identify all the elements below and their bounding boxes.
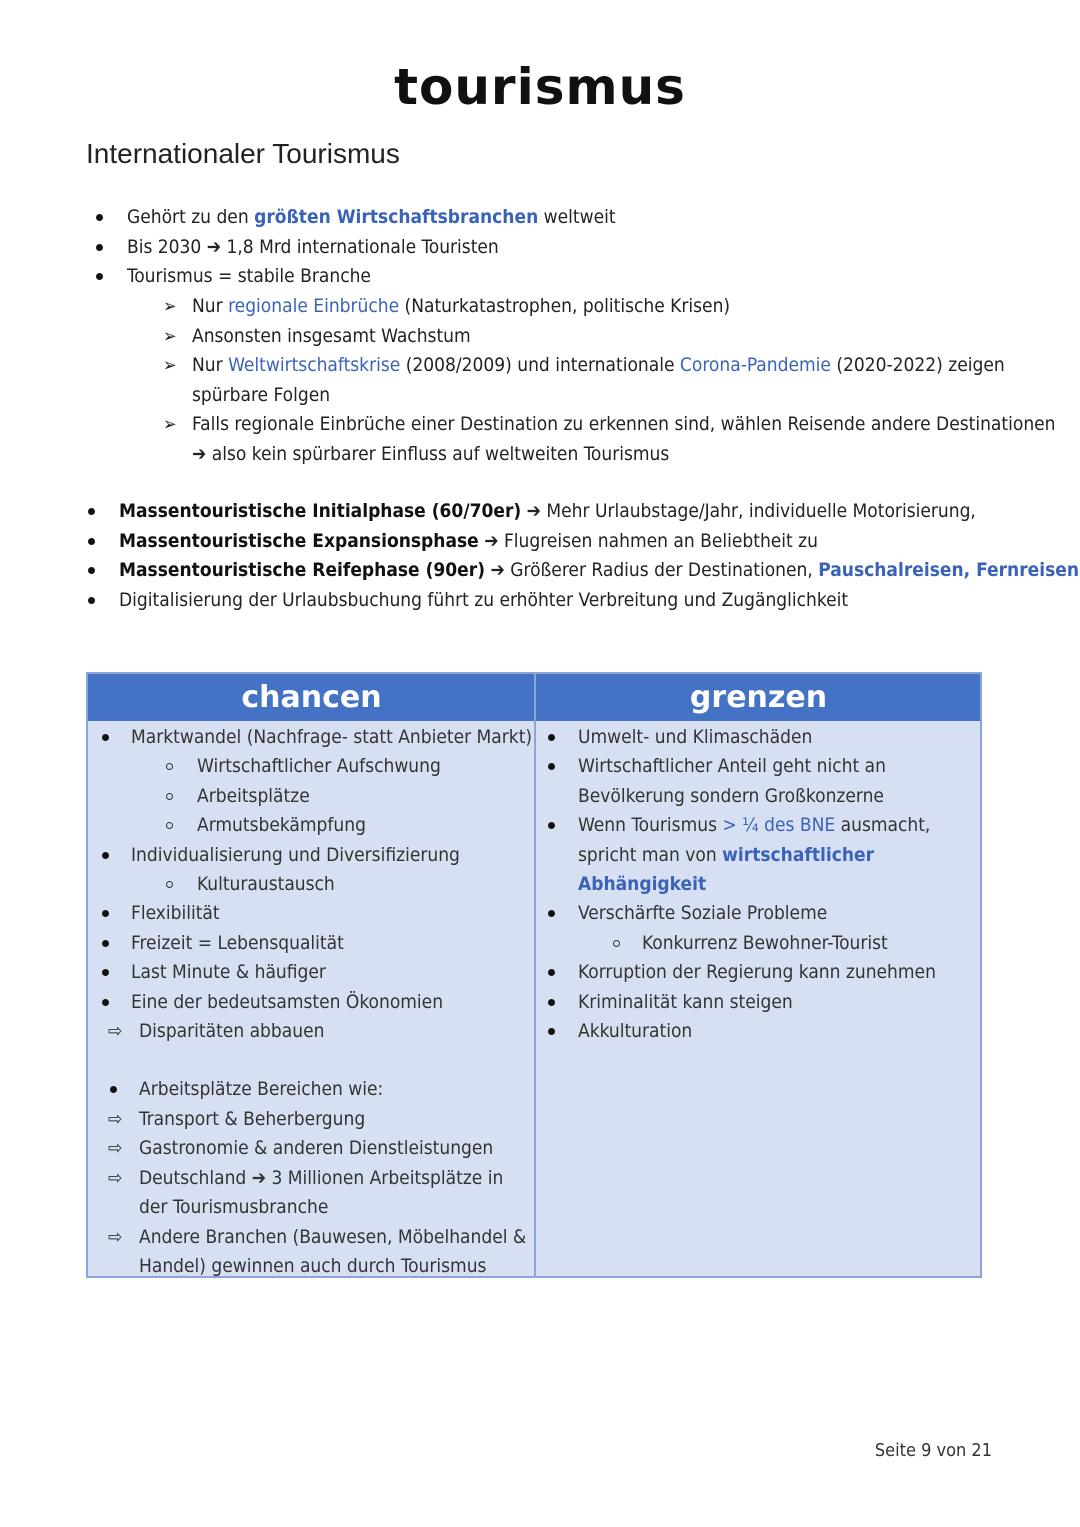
item-text: Korruption der Regierung kann zunehmen xyxy=(578,961,936,984)
bullet-icon xyxy=(88,597,95,604)
list-item xyxy=(163,351,1069,410)
item-text: Nur xyxy=(192,354,229,376)
bullet-icon xyxy=(102,734,109,741)
item-text: (2020-2022) zeigen spürbare Folgen xyxy=(192,354,1005,406)
page-title: tourismus xyxy=(394,58,686,116)
bullet-icon xyxy=(102,969,109,976)
item-text: Arbeitsplätze xyxy=(197,784,310,807)
circle-bullet-icon xyxy=(166,881,173,888)
highlight-text: Weltwirtschaftskrise xyxy=(228,354,401,376)
list-item xyxy=(163,410,1069,469)
item-text: Armutsbekämpfung xyxy=(197,814,366,837)
item-text: Flugreisen nahmen an Beliebtheit zu xyxy=(498,529,818,552)
list-item xyxy=(536,752,962,811)
list-item xyxy=(86,233,616,263)
item-text: 3 Millionen Arbeitsplätze in der Tourismusbranche xyxy=(139,1166,504,1219)
item-text: Ansonsten insgesamt Wachstum xyxy=(192,324,471,347)
item-text: Freizeit = Lebensqualität xyxy=(131,931,344,954)
bullet-list-phases xyxy=(78,497,1079,615)
arrowhead-bullet-icon: ➢ xyxy=(163,325,177,347)
bullet-icon xyxy=(88,567,95,574)
bullet-icon xyxy=(102,910,109,917)
circle-bullet-icon xyxy=(166,763,173,770)
bullet-icon xyxy=(88,538,95,545)
item-text: Konkurrenz Bewohner-Tourist xyxy=(642,931,888,954)
list-item xyxy=(88,870,534,899)
bullet-icon xyxy=(548,999,555,1006)
bullet-icon xyxy=(548,734,555,741)
list-item xyxy=(78,497,1079,527)
header-chancen: chancen xyxy=(241,680,382,715)
arrow-right-icon: ➔ xyxy=(206,235,222,258)
item-text: Gehört zu den xyxy=(127,206,255,228)
arrowhead-bullet-icon: ➢ xyxy=(163,414,177,435)
list-item xyxy=(88,752,534,781)
list-item xyxy=(78,556,1079,586)
list-item xyxy=(163,322,1069,352)
list-item xyxy=(88,723,534,752)
list-item xyxy=(88,958,534,987)
circle-bullet-icon xyxy=(166,822,173,829)
item-text: , xyxy=(963,559,977,581)
list-item xyxy=(536,988,962,1017)
list-item xyxy=(536,958,962,987)
arrow-right-icon: ➔ xyxy=(484,529,499,552)
hollow-arrow-icon: ⇨ xyxy=(108,1225,123,1248)
item-text: Wirtschaftlicher Anteil geht nicht an Bevölkerung sondern Großkonzerne xyxy=(578,755,886,807)
bold-text: Massentouristische Expansionsphase xyxy=(119,529,479,552)
item-text: Last Minute & häufiger xyxy=(131,961,326,984)
list-item xyxy=(536,929,962,958)
list-item xyxy=(88,1134,534,1163)
chancen-grenzen-table xyxy=(86,672,982,1278)
highlight-text: > ¼ des BNE xyxy=(722,814,836,837)
item-text: Deutschland xyxy=(139,1166,247,1189)
highlight-text: Fernreisen xyxy=(976,559,1080,581)
bullet-icon xyxy=(102,999,109,1006)
list-item xyxy=(78,586,1079,616)
list-item xyxy=(88,1105,534,1134)
item-text: ausmacht, spricht man von xyxy=(578,814,931,866)
item-text: Kulturaustausch xyxy=(197,873,335,896)
circle-bullet-icon xyxy=(613,940,620,947)
chancen-cell xyxy=(88,721,534,1281)
grenzen-cell xyxy=(536,721,982,1046)
highlight-text: Pauschalreisen xyxy=(818,559,964,581)
highlight-text: wirtschaftlicher Abhängigkeit xyxy=(578,843,875,896)
hollow-arrow-icon: ⇨ xyxy=(108,1020,123,1043)
item-text: Größerer Radius der Destinationen, xyxy=(504,559,819,581)
bullet-icon xyxy=(88,508,95,515)
item-text: Wenn Tourismus xyxy=(578,814,723,837)
arrowhead-bullet-icon: ➢ xyxy=(163,296,177,317)
item-text: Mehr Urlaubstage/Jahr, individuelle Motorisierung, xyxy=(540,500,976,522)
list-item xyxy=(88,841,534,870)
item-text: Arbeitsplätze Bereichen wie: xyxy=(139,1078,384,1101)
list-item xyxy=(536,899,962,928)
bold-text: Massentouristische Reifephase (90er) xyxy=(119,559,486,581)
list-item xyxy=(163,292,1069,322)
page-number: Seite 9 von 21 xyxy=(874,1440,992,1461)
bullet-icon xyxy=(548,822,555,829)
list-item xyxy=(536,723,962,752)
bullet-icon xyxy=(96,214,103,221)
arrow-right-icon: ➔ xyxy=(251,1166,267,1189)
item-text: Disparitäten abbauen xyxy=(139,1020,325,1043)
item-text: Marktwandel (Nachfrage- statt Anbieter Markt) xyxy=(131,726,533,748)
item-text: Umwelt- und Klimaschäden xyxy=(578,726,813,748)
item-text: Verschärfte Soziale Probleme xyxy=(578,902,828,925)
hollow-arrow-icon: ⇨ xyxy=(108,1137,123,1160)
list-item xyxy=(88,1223,534,1282)
bullet-icon xyxy=(110,1086,117,1093)
list-item xyxy=(88,899,534,928)
item-text: Digitalisierung der Urlaubsbuchung führt zu erhöhter Verbreitung und Zugänglichkeit xyxy=(119,588,849,611)
item-text: 1,8 Mrd internationale Touristen xyxy=(221,235,499,258)
arrowhead-bullet-icon: ➢ xyxy=(163,355,177,376)
bullet-icon xyxy=(548,910,555,917)
bold-text: Massentouristische Initialphase (60/70er) xyxy=(119,500,522,522)
item-text: Flexibilität xyxy=(131,902,220,925)
bullet-icon xyxy=(96,244,103,251)
list-item xyxy=(88,1075,534,1104)
hollow-arrow-icon: ⇨ xyxy=(108,1166,123,1189)
item-text: Falls regionale Einbrüche einer Destination zu erkennen sind, wählen Reisende andere Destinationen ➔ also kein spürbarer Einfluss auf weltweiten Tourismus xyxy=(192,413,1056,465)
list-item xyxy=(88,782,534,811)
list-item xyxy=(88,1017,534,1046)
item-text: Individualisierung und Diversifizierung xyxy=(131,843,460,866)
item-text: Transport & Beherbergung xyxy=(139,1107,366,1130)
list-item xyxy=(88,1164,534,1223)
item-text: Andere Branchen (Bauwesen, Möbelhandel & Handel) gewinnen auch durch Tourismus xyxy=(139,1225,527,1277)
item-text: Kriminalität kann steigen xyxy=(578,990,793,1013)
item-text: Nur xyxy=(192,295,229,317)
highlight-text: Corona-Pandemie xyxy=(679,354,831,376)
bullet-icon xyxy=(548,763,555,770)
bullet-icon xyxy=(102,940,109,947)
header-grenzen: grenzen xyxy=(689,680,828,715)
item-text: Gastronomie & anderen Dienstleistungen xyxy=(139,1137,494,1160)
list-item xyxy=(536,811,962,899)
item-text: weltweit xyxy=(538,206,616,228)
arrow-right-icon: ➔ xyxy=(526,500,541,522)
highlight-text: regionale Einbrüche xyxy=(228,295,400,317)
item-text: (Naturkatastrophen, politische Krisen) xyxy=(399,295,731,317)
arrow-right-icon: ➔ xyxy=(490,559,505,581)
list-item xyxy=(88,811,534,840)
item-text: Eine der bedeutsamsten Ökonomien xyxy=(131,990,444,1013)
item-text: Wirtschaftlicher Aufschwung xyxy=(197,755,441,778)
item-text: Bis 2030 xyxy=(127,235,207,258)
circle-bullet-icon xyxy=(166,793,173,800)
item-text: Akkulturation xyxy=(578,1020,693,1043)
bullet-icon xyxy=(548,1028,555,1035)
bullet-icon xyxy=(96,273,103,280)
highlight-text: größten Wirtschaftsbranchen xyxy=(254,206,539,228)
section-heading: Internationaler Tourismus xyxy=(86,138,400,169)
list-item xyxy=(86,203,616,233)
bullet-icon xyxy=(548,969,555,976)
list-item xyxy=(88,929,534,958)
bullet-icon xyxy=(102,852,109,859)
item-text: (2008/2009) und internationale xyxy=(400,354,680,376)
sub-list xyxy=(86,292,1069,469)
hollow-arrow-icon: ⇨ xyxy=(108,1107,123,1130)
list-item xyxy=(78,527,1079,557)
list-item xyxy=(88,988,534,1017)
spacer xyxy=(88,1046,534,1075)
list-item xyxy=(86,262,616,292)
item-text: Tourismus = stabile Branche xyxy=(127,265,371,287)
bullet-list-intro xyxy=(86,203,616,292)
list-item xyxy=(536,1017,962,1046)
